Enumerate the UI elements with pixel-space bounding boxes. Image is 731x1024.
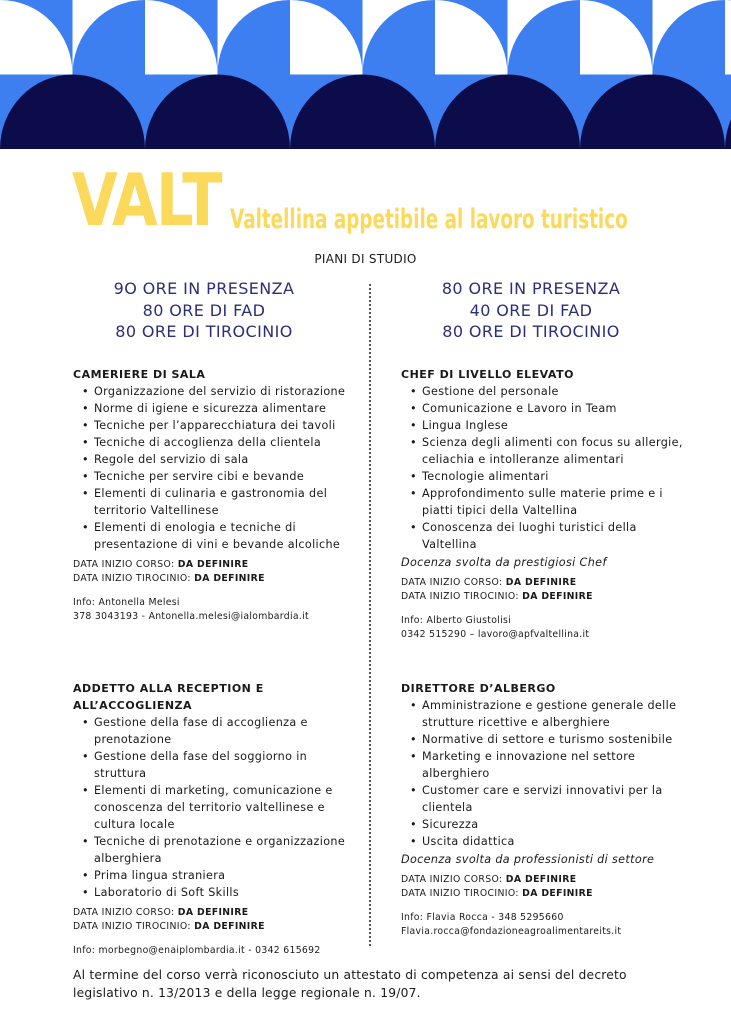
decorative-banner (0, 0, 731, 149)
contact-info (401, 911, 691, 939)
list-item: • Uscita didattica (401, 833, 691, 850)
right-column (401, 278, 691, 937)
start-label: DATA INIZIO CORSO: (73, 558, 175, 570)
course-dates (73, 906, 355, 934)
list-item: • Sicurezza (401, 816, 691, 833)
syllabus-list (401, 383, 691, 553)
contact-details: 378 3043193 - Antonella.melesi@ialombardia.it (73, 610, 309, 622)
list-item: • Scienza degli alimenti con focus su allergie, celiachia e intolleranze alimentari (401, 434, 691, 468)
list-item: • Marketing e innovazione nel settore alberghiero (401, 748, 691, 782)
list-item: • Elementi di enologia e tecniche di presentazione di vini e bevande alcoliche (73, 519, 355, 553)
course-title (73, 680, 355, 714)
list-item: • Laboratorio di Soft Skills (73, 884, 355, 901)
hours-summary-right (366, 278, 696, 343)
list-item: • Regole del servizio di sala (73, 451, 355, 468)
course-dates (401, 873, 691, 901)
start-value: DA DEFINIRE (505, 874, 577, 885)
list-item: • Gestione della fase del soggiorno in struttura (73, 748, 355, 782)
internship-value: DA DEFINIRE (522, 590, 593, 602)
hours-line: 80 ORE DI FAD (142, 300, 266, 320)
hours-line: 80 ORE DI TIROCINIO (115, 322, 293, 341)
contact-details: Info: morbegno@enaiplombardia.it - 0342 615692 (73, 945, 321, 956)
internship-label: DATA INIZIO TIROCINIO: (73, 572, 191, 584)
course-title: CHEF DI LIVELLO ELEVATO (401, 367, 574, 381)
left-column (73, 278, 355, 956)
section-subtitle: PIANI DI STUDIO (314, 252, 417, 266)
list-item: • Norme di igiene e sicurezza alimentare (73, 400, 355, 417)
course-direttore (401, 680, 691, 939)
list-item: • Gestione del personale (401, 383, 691, 400)
list-item: • Lingua Inglese (401, 417, 691, 434)
list-item: • Organizzazione del servizio di ristorazione (73, 383, 355, 400)
teaching-note: Docenza svolta da prestigiosi Chef (401, 555, 607, 569)
internship-value: DA DEFINIRE (194, 921, 265, 932)
list-item: • Elementi di culinaria e gastronomia del territorio Valtellinese (73, 485, 355, 519)
hours-summary-left (0, 278, 408, 343)
geometric-pattern (0, 0, 731, 149)
contact-details: 0342 515290 – lavoro@apfvaltellina.it (401, 628, 590, 640)
teaching-note: Docenza svolta da professionisti di settore (401, 853, 655, 866)
pattern-shape (725, 0, 731, 75)
course-dates (73, 558, 355, 586)
start-value: DA DEFINIRE (505, 576, 577, 588)
list-item: • Tecniche per servire cibi e bevande (73, 468, 355, 485)
contact-name: Info: Alberto Giustolisi (401, 614, 512, 626)
start-value: DA DEFINIRE (177, 907, 249, 918)
hero-title (72, 158, 712, 242)
contact-info (73, 596, 355, 624)
list-item: • Amministrazione e gestione generale delle strutture ricettive e alberghiere (401, 697, 691, 731)
list-item: • Tecniche di prenotazione e organizzazione alberghiera (73, 833, 355, 867)
list-item: • Tecnologie alimentari (401, 468, 691, 485)
list-item: • Customer care e servizi innovativi per la clientela (401, 782, 691, 816)
list-item: • Gestione della fase di accoglienza e prenotazione (73, 714, 355, 748)
course-dates (401, 576, 691, 604)
list-item: • Approfondimento sulle materie prime e i piatti tipici della Valtellina (401, 485, 691, 519)
column-divider (369, 284, 371, 946)
internship-label: DATA INIZIO TIROCINIO: (401, 888, 519, 899)
list-item: • Conoscenza dei luoghi turistici della Valtellina (401, 519, 691, 553)
list-item: • Elementi di marketing, comunicazione e conoscenza del territorio valtellinese e cultura locale (73, 782, 355, 833)
course-title-line: ALL’ACCOGLIENZA (73, 699, 193, 712)
internship-value: DA DEFINIRE (194, 572, 265, 584)
course-title-line: ADDETTO ALLA RECEPTION E (73, 682, 264, 695)
hours-line: 40 ORE DI FAD (469, 300, 593, 320)
syllabus-list (73, 714, 355, 901)
internship-value: DA DEFINIRE (522, 888, 593, 899)
list-item: • Tecniche per l’apparecchiatura dei tavoli (73, 417, 355, 434)
course-title: CAMERIERE DI SALA (73, 367, 206, 381)
course-chef (401, 366, 691, 642)
course-cameriere (73, 366, 355, 624)
start-label: DATA INIZIO CORSO: (73, 907, 175, 918)
syllabus-list (401, 697, 691, 850)
course-reception (73, 680, 355, 958)
contact-details: Flavia.rocca@fondazioneagroalimentareits.it (401, 926, 622, 937)
list-item: • Tecniche di accoglienza della clientela (73, 434, 355, 451)
start-value: DA DEFINIRE (177, 558, 249, 570)
list-item: • Comunicazione e Lavoro in Team (401, 400, 691, 417)
tagline: Valtellina appetibile al lavoro turistico (230, 204, 628, 235)
internship-label: DATA INIZIO TIROCINIO: (401, 590, 519, 602)
contact-info (401, 614, 691, 642)
hours-line: 9O ORE IN PRESENZA (113, 279, 295, 298)
footer-note: Al termine del corso verrà riconosciuto un attestato di competenza ai sensi del decreto legislativo n. 13/2013 e della legge regionale n. 19/07. (73, 968, 627, 1000)
start-label: DATA INIZIO CORSO: (401, 874, 503, 885)
hours-line: 80 ORE IN PRESENZA (441, 279, 621, 298)
hours-line: 80 ORE DI TIROCINIO (442, 322, 620, 341)
course-title: DIRETTORE D’ALBERGO (401, 682, 556, 695)
contact-info (73, 944, 355, 958)
list-item: • Normative di settore e turismo sostenibile (401, 731, 691, 748)
brand-logo-text: VALT (72, 158, 221, 242)
start-label: DATA INIZIO CORSO: (401, 576, 503, 588)
internship-label: DATA INIZIO TIROCINIO: (73, 921, 191, 932)
syllabus-list (73, 383, 355, 553)
list-item: • Prima lingua straniera (73, 867, 355, 884)
contact-name: Info: Antonella Melesi (73, 596, 180, 608)
contact-name: Info: Flavia Rocca - 348 5295660 (401, 912, 564, 923)
